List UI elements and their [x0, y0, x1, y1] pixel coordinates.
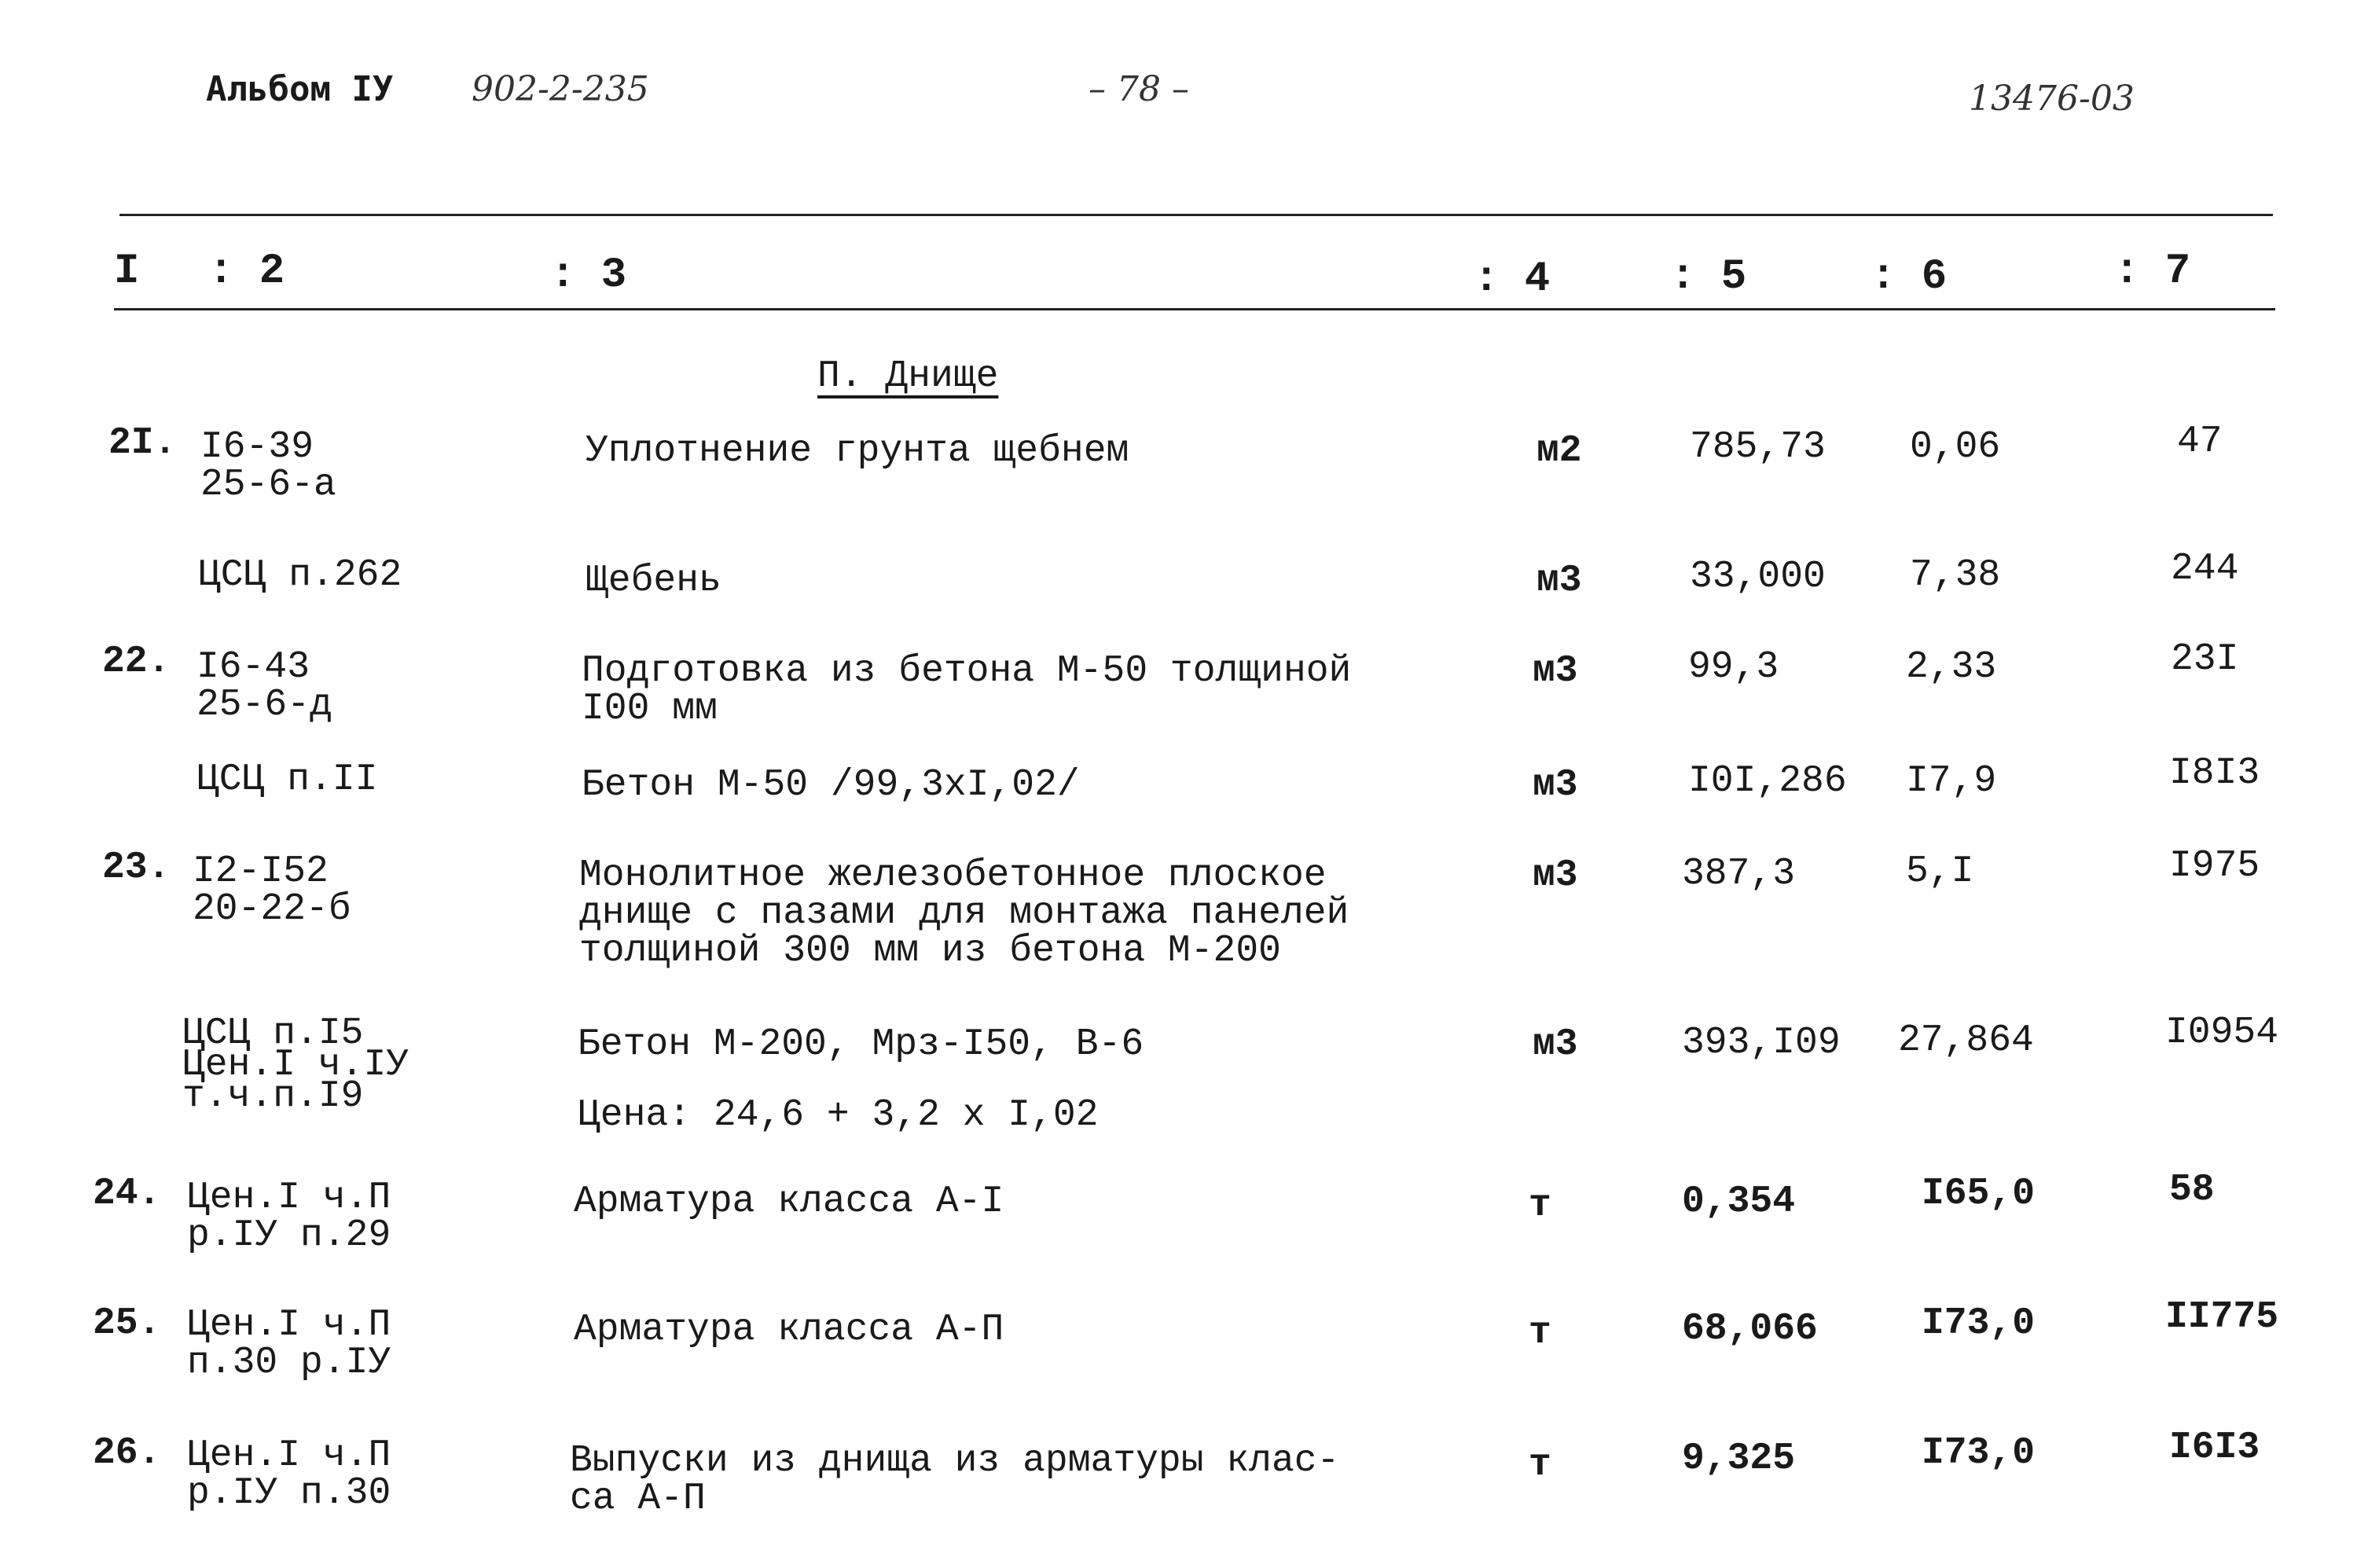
project-code: 902-2-235: [472, 69, 649, 109]
row-price: 7,38: [1910, 554, 2001, 597]
top-rule: [119, 214, 2273, 216]
row-description: Монолитное железобетонное плоское днище с пазами для монтажа панелей толщиной 300 мм из бетона М-200: [579, 854, 1349, 972]
row-code: Цен.I ч.П п.30 р.IУ: [187, 1304, 391, 1384]
row-unit: т: [1529, 1312, 1551, 1354]
row-number: 26.: [93, 1432, 161, 1474]
row-unit: м3: [1536, 560, 1582, 602]
row-total: 244: [2171, 548, 2239, 590]
page-number: – 78 –: [1089, 69, 1189, 109]
row-description: Арматура класса А-I: [574, 1181, 1004, 1223]
row-description: Бетон М-50 /99,3хI,02/: [582, 764, 1080, 806]
row-quantity: 0,354: [1682, 1181, 1796, 1223]
row-description: Щебень: [586, 560, 721, 602]
column-header-2: : 2: [208, 248, 285, 296]
row-description: Арматура класса А-П: [574, 1309, 1004, 1351]
row-price: 0,06: [1910, 426, 2001, 468]
row-description: Уплотнение грунта щебнем: [586, 430, 1129, 472]
row-quantity: 785,73: [1690, 426, 1826, 468]
column-header-1: I: [114, 248, 140, 296]
row-number: 25.: [93, 1302, 161, 1345]
row-price: 2,33: [1906, 646, 1997, 689]
row-number: 24.: [93, 1173, 161, 1215]
row-code: I2-I52 20-22-б: [193, 850, 351, 931]
row-total: I0954: [2165, 1012, 2279, 1054]
row-code: ЦСЦ п.I5 Цен.I ч.IУ т.ч.п.I9: [182, 1012, 409, 1118]
row-quantity: 9,325: [1682, 1438, 1796, 1480]
row-code: I6-39 25-6-а: [200, 426, 336, 506]
row-price: I73,0: [1922, 1302, 2036, 1345]
row-number: 2I.: [108, 422, 177, 465]
header-bottom-rule: [114, 308, 2275, 310]
row-number: 22.: [102, 641, 171, 683]
row-unit: м3: [1533, 854, 1578, 897]
row-quantity: 387,3: [1682, 853, 1796, 895]
row-price: 27,864: [1898, 1019, 2034, 1062]
row-code: Цен.I ч.П р.IУ п.30: [187, 1434, 391, 1515]
column-header-5: : 5: [1670, 253, 1747, 301]
row-total: 23I: [2171, 638, 2239, 681]
row-number: 23.: [102, 846, 171, 889]
row-code: ЦСЦ п.II: [196, 758, 378, 801]
row-unit: м2: [1536, 430, 1582, 472]
row-price: 5,I: [1906, 850, 1974, 893]
row-description: Подготовка из бетона М-50 толщиной I00 мм: [582, 650, 1352, 730]
row-quantity: 68,066: [1682, 1308, 1818, 1350]
row-price-formula: Цена: 24,6 + 3,2 х I,02: [578, 1094, 1099, 1137]
row-code: I6-43 25-6-д: [196, 646, 332, 726]
row-quantity: 99,3: [1688, 646, 1779, 689]
row-total: I975: [2169, 845, 2260, 887]
row-total: 47: [2177, 420, 2223, 463]
row-price: I73,0: [1922, 1432, 2036, 1474]
row-description: Бетон М-200, Мрз-I50, В-6: [578, 1023, 1144, 1066]
row-total: II775: [2165, 1296, 2279, 1338]
row-quantity: I0I,286: [1688, 760, 1847, 802]
row-unit: м3: [1533, 764, 1578, 806]
column-header-3: : 3: [550, 252, 627, 299]
row-quantity: 393,I09: [1682, 1022, 1841, 1064]
row-code: Цен.I ч.П р.IУ п.29: [187, 1177, 391, 1257]
row-unit: м3: [1533, 650, 1578, 692]
row-quantity: 33,000: [1690, 556, 1826, 598]
column-header-6: : 6: [1871, 253, 1948, 301]
row-price: I7,9: [1906, 760, 1997, 802]
row-code: ЦСЦ п.262: [198, 554, 402, 597]
album-label: Альбом IУ: [206, 69, 394, 109]
row-total: 58: [2169, 1169, 2215, 1211]
column-header-4: : 4: [1474, 255, 1551, 303]
section-title: П. Днище: [817, 355, 999, 398]
row-description: Выпуски из днища из арматуры клас- са А-П: [570, 1440, 1340, 1520]
row-total: I6I3: [2169, 1427, 2260, 1469]
row-unit: т: [1529, 1184, 1551, 1227]
row-total: I8I3: [2169, 752, 2260, 795]
row-unit: м3: [1533, 1023, 1578, 1066]
document-number: 13476-03: [1969, 79, 2135, 119]
column-header-7: : 7: [2114, 248, 2191, 296]
row-price: I65,0: [1922, 1173, 2036, 1215]
row-unit: т: [1529, 1444, 1551, 1486]
